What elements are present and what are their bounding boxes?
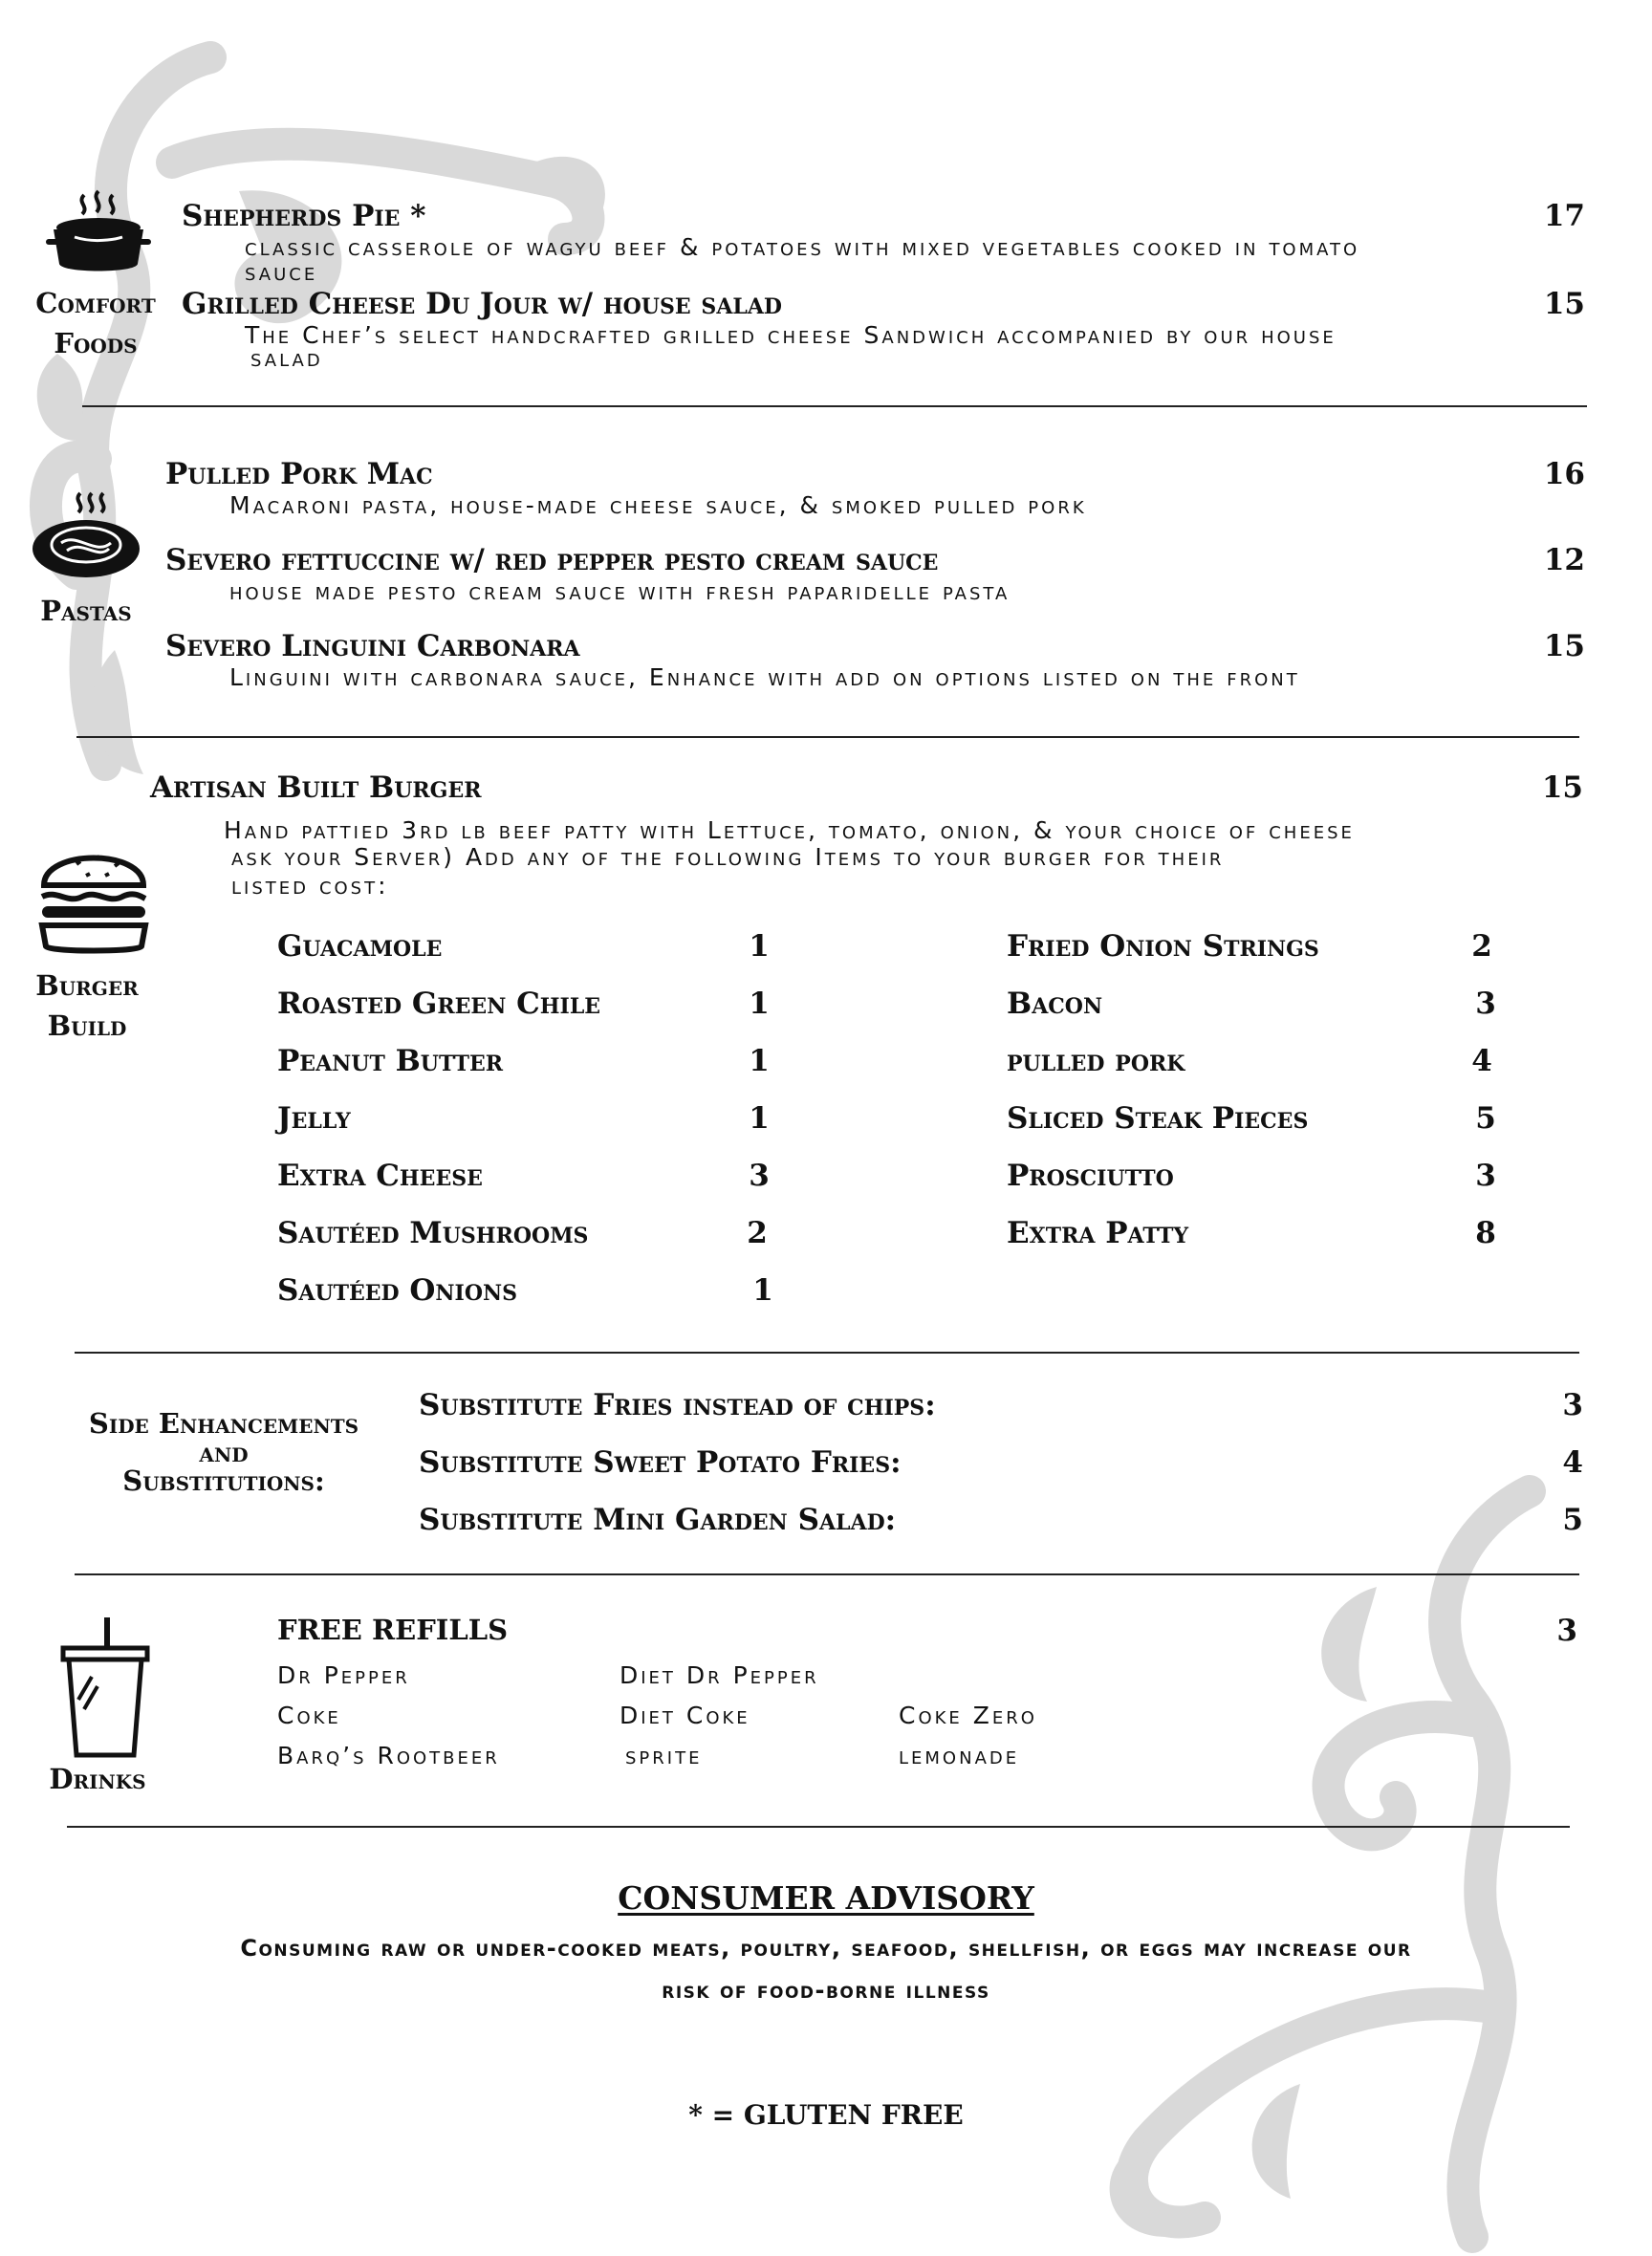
addon-name: Peanut Butter	[277, 1044, 504, 1078]
addon-name: Bacon	[1007, 987, 1103, 1021]
addon-name: Roasted Green Chile	[277, 987, 601, 1021]
burger-label-line1: Burger	[35, 969, 139, 1002]
addon-name: Extra Patty	[1007, 1216, 1189, 1250]
burger-desc-line1: Hand pattied 3rd lb beef patty with Lettuce, tomato, onion, & your choice of cheese	[224, 816, 1355, 844]
addon-price: 1	[752, 1273, 773, 1308]
advisory-line2: risk of food-borne illness	[662, 1977, 990, 2004]
pasta-bowl-icon	[29, 489, 143, 585]
addon-price: 1	[749, 1044, 770, 1078]
item-price-severo-fettuccine: 12	[1543, 543, 1585, 577]
item-name-pulled-pork-mac: Pulled Pork Mac	[165, 457, 433, 491]
item-price-grilled-cheese: 15	[1543, 287, 1585, 321]
addon-price: 5	[1475, 1101, 1496, 1136]
item-desc-severo-linguini: Linguini with carbonara sauce, Enhance with add on options listed on the front	[229, 663, 1300, 691]
drink-item: Coke Zero	[899, 1702, 1037, 1729]
addon-price: 1	[749, 929, 770, 964]
sides-label	[61, 1409, 386, 1495]
drink-item: Coke	[277, 1702, 341, 1729]
burger-label-line2: Build	[47, 1009, 127, 1042]
addon-name: Sautéed Mushrooms	[277, 1216, 589, 1250]
sides-label-line3: Substitutions:	[122, 1464, 325, 1497]
ornament-bottom-right	[1090, 1472, 1568, 2256]
addon-name: Sliced Steak Pieces	[1007, 1101, 1309, 1136]
item-desc-grilled-cheese: The Chef’s select handcrafted grilled cheese Sandwich accompanied by our house	[245, 321, 1337, 349]
sides-label-line1: Side Enhancements	[88, 1407, 359, 1440]
divider	[75, 1352, 1579, 1354]
item-desc-pulled-pork-mac: Macaroni pasta, house-made cheese sauce, & smoked pulled pork	[229, 491, 1087, 519]
item-price-pulled-pork-mac: 16	[1543, 457, 1585, 491]
drinks-label: Drinks	[49, 1763, 146, 1795]
item-price-artisan-burger: 15	[1541, 770, 1583, 805]
burger-desc-line3: listed cost:	[231, 872, 389, 900]
drink-item: Dr Pepper	[277, 1661, 410, 1689]
ornament-top-left	[19, 38, 688, 822]
side-name: Substitute Fries instead of chips:	[419, 1388, 936, 1422]
side-price: 5	[1562, 1503, 1583, 1537]
burger-icon	[38, 841, 149, 954]
item-name-shepherds-pie: Shepherds Pie *	[182, 199, 426, 233]
item-desc-shepherds-pie: classic casserole of wagyu beef & potatoes with mixed vegetables cooked in tomato	[245, 233, 1360, 261]
advisory-line1: Consuming raw or under-cooked meats, poultry, seafood, shellfish, or eggs may increase our	[240, 1935, 1412, 1962]
sides-label-line2: and	[199, 1436, 249, 1468]
addon-price: 3	[1475, 987, 1496, 1021]
addon-price: 4	[1471, 1044, 1492, 1078]
drink-item: Barq’s Rootbeer	[277, 1742, 500, 1769]
drink-item: Diet Coke	[620, 1702, 750, 1729]
divider	[82, 405, 1587, 407]
comfort-foods-label	[19, 283, 172, 363]
drink-item: sprite	[625, 1742, 703, 1769]
addon-price: 2	[1471, 929, 1492, 964]
addon-price: 1	[749, 987, 770, 1021]
free-refills-header: FREE REFILLS	[277, 1614, 509, 1646]
item-desc-severo-fettuccine: house made pesto cream sauce with fresh paparidelle pasta	[229, 577, 1011, 605]
addon-name: Prosciutto	[1007, 1159, 1174, 1193]
drinks-price: 3	[1556, 1614, 1577, 1648]
item-desc-shepherds-pie-2: sauce	[245, 258, 318, 286]
addon-name: Sautéed Onions	[277, 1273, 517, 1308]
item-name-severo-fettuccine: Severo fettuccine w/ red pepper pesto cream sauce	[165, 543, 939, 577]
casserole-icon	[46, 187, 151, 283]
addon-price: 3	[749, 1159, 770, 1193]
comfort-label-line1: Comfort	[35, 287, 156, 319]
drink-cup-icon	[57, 1616, 153, 1759]
addon-name: Fried Onion Strings	[1007, 929, 1319, 964]
item-name-grilled-cheese: Grilled Cheese Du Jour w/ house salad	[182, 287, 783, 321]
drink-item: lemonade	[899, 1742, 1020, 1769]
side-name: Substitute Mini Garden Salad:	[419, 1503, 897, 1537]
drink-item: Diet Dr Pepper	[620, 1661, 819, 1689]
divider	[76, 736, 1579, 738]
divider	[67, 1826, 1570, 1828]
gluten-free-footnote: * = GLUTEN FREE	[688, 2099, 964, 2131]
addon-price: 3	[1475, 1159, 1496, 1193]
addon-name: Jelly	[277, 1101, 351, 1136]
comfort-label-line2: Foods	[54, 327, 138, 359]
burger-build-label	[15, 965, 159, 1046]
addon-name: pulled pork	[1007, 1044, 1185, 1078]
burger-desc-line2: ask your Server) Add any of the following Items to your burger for their	[231, 843, 1225, 871]
item-desc-grilled-cheese-2: salad	[250, 344, 323, 372]
addon-name: Extra Cheese	[277, 1159, 483, 1193]
side-price: 3	[1562, 1388, 1583, 1422]
addon-price: 8	[1475, 1216, 1496, 1250]
item-price-severo-linguini: 15	[1543, 629, 1585, 663]
addon-name: Guacamole	[277, 929, 443, 964]
item-name-severo-linguini: Severo Linguini Carbonara	[165, 629, 580, 663]
addon-price: 1	[749, 1101, 770, 1136]
pastas-label: Pastas	[40, 595, 132, 627]
divider	[75, 1573, 1579, 1575]
advisory-title: CONSUMER ADVISORY	[618, 1879, 1034, 1917]
advisory-title-wrap	[0, 1879, 1652, 1917]
addon-price: 2	[747, 1216, 768, 1250]
side-price: 4	[1562, 1445, 1583, 1480]
item-name-artisan-burger: Artisan Built Burger	[150, 770, 482, 805]
item-price-shepherds-pie: 17	[1543, 199, 1585, 233]
side-name: Substitute Sweet Potato Fries:	[419, 1445, 902, 1480]
